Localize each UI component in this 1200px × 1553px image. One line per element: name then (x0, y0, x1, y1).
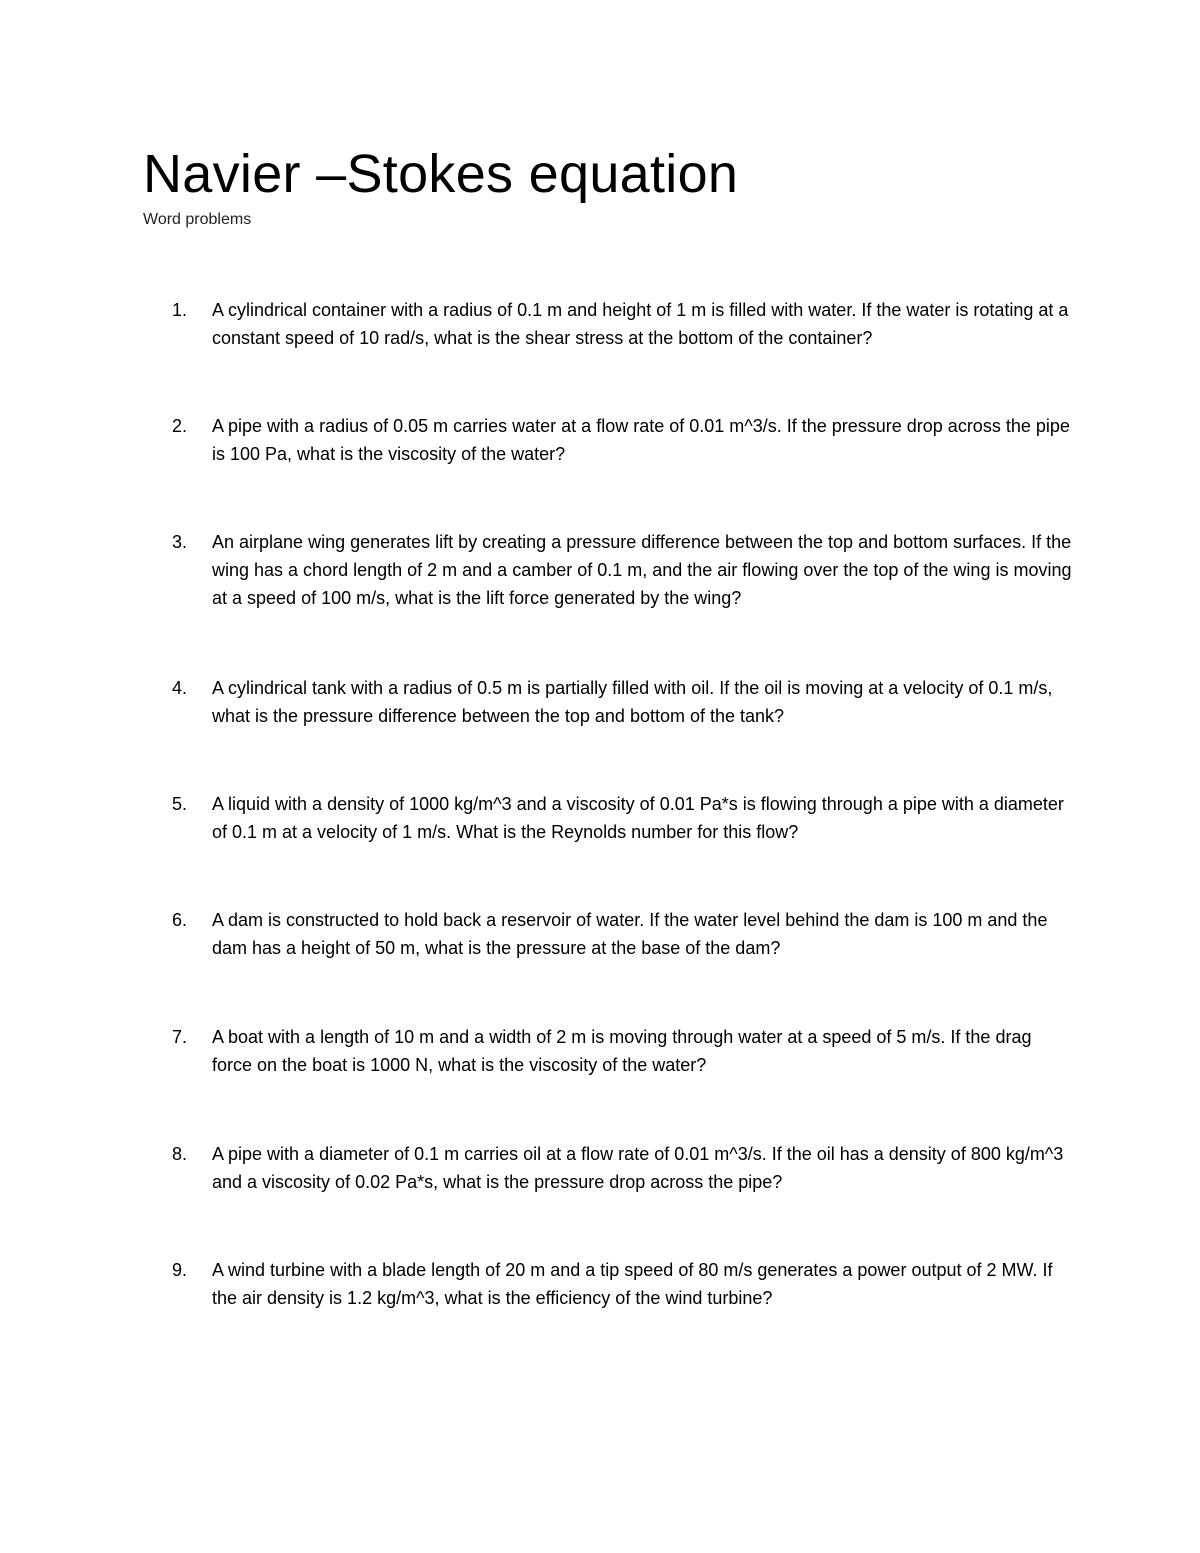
problem-text: A cylindrical tank with a radius of 0.5 m is partially filled with oil. If the oil is moving at a velocity of 0.1 m/s, what is the pressure difference between the top and bottom of the tank? (212, 678, 1053, 726)
problem-text: A dam is constructed to hold back a reservoir of water. If the water level behind the dam is 100 m and the dam has a height of 50 m, what is the pressure at the base of the dam? (212, 910, 1048, 958)
problem-number: 9. (172, 1260, 188, 1280)
problem-text: A pipe with a diameter of 0.1 m carries oil at a flow rate of 0.01 m^3/s. If the oil has a density of 800 kg/m^3 and a viscosity of 0.02 Pa*s, what is the pressure drop across the pipe? (212, 1144, 1064, 1192)
problem-text: A boat with a length of 10 m and a width of 2 m is moving through water at a speed of 5 m/s. If the drag force on the boat is 1000 N, what is the viscosity of the water? (212, 1027, 1032, 1075)
problem-text: A wind turbine with a blade length of 20 m and a tip speed of 80 m/s generates a power output of 2 MW. If the air density is 1.2 kg/m^3, what is the efficiency of the wind turbine? (212, 1260, 1053, 1308)
problem-text: A liquid with a density of 1000 kg/m^3 and a viscosity of 0.01 Pa*s is flowing through a pipe with a diameter of 0.1 m at a velocity of 1 m/s. What is the Reynolds number for this flow? (212, 794, 1064, 842)
problem-text: A pipe with a radius of 0.05 m carries water at a flow rate of 0.01 m^3/s. If the pressure drop across the pipe is 100 Pa, what is the viscosity of the water? (212, 416, 1070, 464)
problem-number: 3. (172, 532, 188, 552)
document-title: Navier –Stokes equation (143, 144, 739, 204)
problem-number: 4. (172, 678, 188, 698)
problem-number: 7. (172, 1027, 188, 1047)
problem-text: An airplane wing generates lift by creating a pressure difference between the top and bottom surfaces. If the wing has a chord length of 2 m and a camber of 0.1 m, and the air flowing over the top of the wing is moving at a speed of 100 m/s, what is the lift force generated by the wing? (212, 532, 1072, 608)
problem-number: 5. (172, 794, 188, 814)
problem-number: 8. (172, 1144, 188, 1164)
problem-number: 1. (172, 300, 188, 320)
problem-number: 6. (172, 910, 188, 930)
problem-text: A cylindrical container with a radius of 0.1 m and height of 1 m is filled with water. If the water is rotating at a constant speed of 10 rad/s, what is the shear stress at the bottom of the container? (212, 300, 1069, 348)
problem-number: 2. (172, 416, 188, 436)
document-subtitle: Word problems (143, 211, 252, 228)
